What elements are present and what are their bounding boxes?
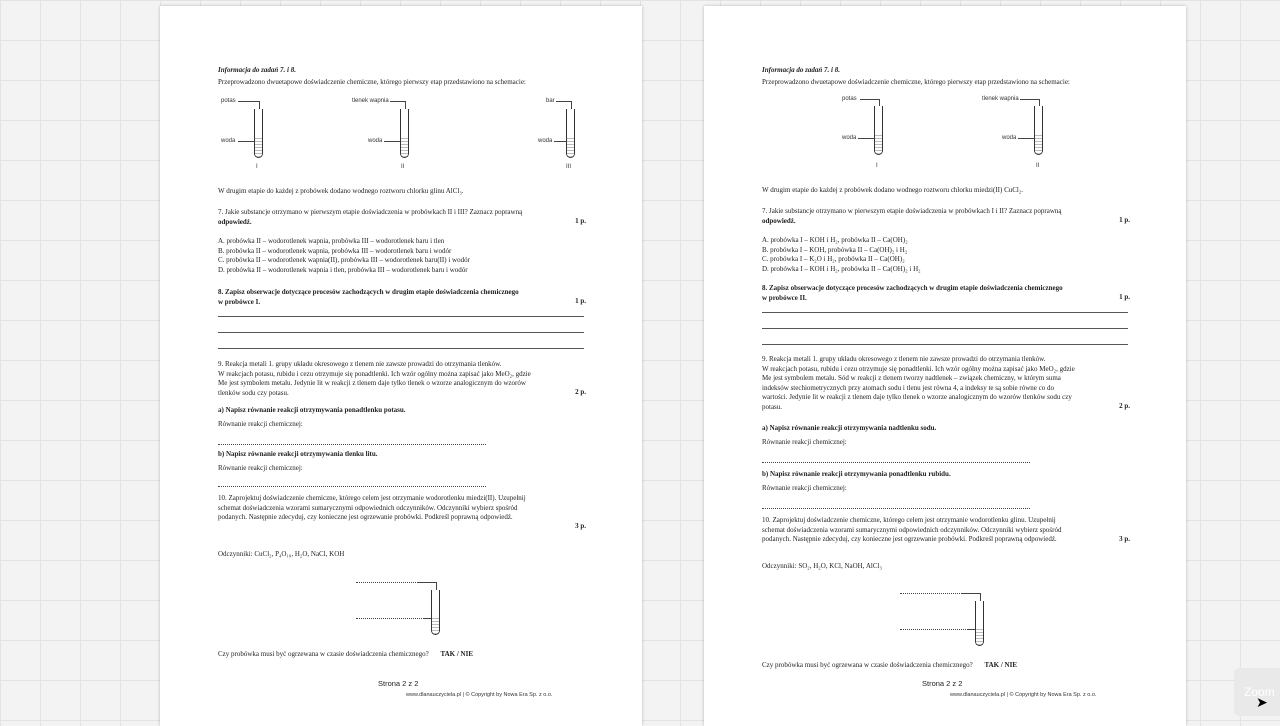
question-8 [762, 284, 1130, 303]
tube-label-bar: bar [546, 98, 555, 104]
question-7 [762, 207, 1130, 226]
answer-line [762, 344, 1128, 345]
tube-label-potas: potas [842, 96, 857, 102]
tube-number: III [566, 164, 572, 170]
answer-line [762, 328, 1128, 329]
q8-text2: w probówce II. [762, 293, 807, 302]
info-title: Informacja do zadań 7. i 8. [762, 66, 840, 74]
footer-copyright: www.dlanauczyciela.pl | © Copyright by Nowa Era Sp. z o.o. [406, 692, 553, 698]
tube-side-label: woda [538, 138, 553, 144]
q9a-label: Równanie reakcji chemicznej: [762, 438, 847, 446]
q7-option-a[interactable]: A. probówka I – KOH i H₂, probówka II – Ca(OH)₂ [762, 236, 908, 244]
q7-text2: odpowiedź. [218, 217, 252, 226]
tube-side-label: woda [368, 138, 383, 144]
question-7 [218, 208, 586, 227]
pointer-cursor-icon: ➤ [1256, 695, 1268, 711]
question-9: 9. Reakcja metali 1. grupy układu okresowego z tlenem nie zawsze prowadzi do otrzymania tlenków. W reakcjach potasu, rubidu i cezu otrzymuje się ponadtlenki. Ich wzór ogólny można zapisać jako MeO₂, gdzie Me jest symbolem metalu. Jedynie lit w reakcji z tlenem daje tylko tlenek o wzorze analogicznym do wzorów tlenków sodu czy potasu. 2 p. [218, 360, 586, 397]
stage2-text: W drugim etapie do każdej z probówek dodano wodnego roztworu chlorku glinu AlCl₃. [218, 187, 464, 195]
q7-points: 1 p. [1119, 216, 1130, 224]
q9a-text: a) Napisz równanie reakcji otrzymywania ponadtlenku potasu. [218, 406, 406, 414]
tube-number: II [1036, 163, 1040, 169]
test-tube-ii [400, 109, 409, 158]
tube-label-tlenek-wapnia: tlenek wapnia [352, 98, 389, 104]
tube-number: II [401, 164, 405, 170]
stage2-text: W drugim etapie do każdej z probówek dodano wodnego roztworu chlorku miedzi(II) CuCl₂. [762, 186, 1024, 194]
footer-page-number: Strona 2 z 2 [922, 679, 963, 688]
q7-text: 7. Jakie substancje otrzymano w pierwszym etapie doświadczenia w probówkach I i II? Zaznacz poprawną [762, 207, 1062, 215]
test-tube-i [254, 109, 263, 158]
q7-text: 7. Jakie substancje otrzymano w pierwszym etapie doświadczenia w probówkach II i III? Zaznacz poprawną [218, 208, 523, 216]
answer-line [218, 332, 584, 333]
q7-option-b[interactable]: B. probówka II – wodorotlenek wapnia, probówka III – wodorotlenek baru i wodór [218, 246, 452, 255]
reagents-list: Odczynniki: CuCl₂, P₄O₁₀, H₂O, NaCl, KOH [218, 550, 345, 558]
q10-points: 3 p. [575, 522, 586, 530]
q9b-answer-line[interactable] [762, 508, 1030, 509]
q10-points: 3 p. [1119, 535, 1130, 543]
q9b-text: b) Napisz równanie reakcji otrzymywania tlenku litu. [218, 450, 378, 458]
info-title: Informacja do zadań 7. i 8. [218, 66, 296, 74]
q7-option-a[interactable]: A. probówka II – wodorotlenek wapnia, probówka III – wodorotlenek baru i tlen [218, 237, 445, 245]
question-10: 10. Zaprojektuj doświadczenie chemiczne, którego celem jest otrzymanie wodorotlenku miedzi(II). Uzupełnij schemat doświadczenia wzorami sumarycznymi odpowiednich odczynników. Odczynniki wybierz spośród podanych. Następnie zdecyduj, czy konieczne jest ogrzewanie probówki. Podkreśl poprawną odpowiedź. 3 p. [218, 494, 586, 530]
q9b-answer-line[interactable] [218, 486, 486, 487]
q9b-label: Równanie reakcji chemicznej: [218, 464, 303, 472]
heat-answer[interactable]: TAK / NIE [440, 650, 473, 658]
q9a-answer-line[interactable] [762, 462, 1030, 463]
test-tube-ii [1034, 106, 1043, 155]
footer-copyright: www.dlanauczyciela.pl | © Copyright by Nowa Era Sp. z o.o. [950, 692, 1097, 698]
tube-label-potas: potas [221, 98, 236, 104]
footer-page-number: Strona 2 z 2 [378, 679, 419, 688]
reagents-list: Odczynniki: SO₂, H₂O, KCl, NaOH, AlCl₃ [762, 562, 882, 570]
q9b-label: Równanie reakcji chemicznej: [762, 484, 847, 492]
reagent-blank[interactable] [356, 618, 424, 619]
document-page-right [704, 6, 1186, 726]
reagent-blank[interactable] [900, 629, 968, 630]
tube-number: I [876, 163, 878, 169]
q7-options [762, 236, 921, 274]
tube-side-label: woda [221, 138, 236, 144]
zoom-watermark: Zoom [1234, 668, 1280, 716]
q8-text: 8. Zapisz obserwacje dotyczące procesów zachodzących w drugim etapie doświadczenia chemicznego [762, 284, 1063, 292]
q7-option-c[interactable]: C. probówka II – wodorotlenek wapnia(II), probówka III – wodorotlenek baru(II) i wodór [218, 256, 470, 264]
q9-points: 2 p. [1119, 402, 1130, 410]
q9a-answer-line[interactable] [218, 444, 486, 445]
answer-line [762, 312, 1128, 313]
tube-label-tlenek-wapnia: tlenek wapnia [982, 96, 1019, 102]
q7-points: 1 p. [575, 217, 586, 225]
heat-answer[interactable]: TAK / NIE [984, 661, 1017, 669]
question-10: 10. Zaprojektuj doświadczenie chemiczne, którego celem jest otrzymanie wodorotlenku glinu. Uzupełnij schemat doświadczenia wzorami sumarycznymi odpowiednich odczynników. Odczynniki wybierz spośród podanych. Następnie zdecyduj, czy konieczne jest ogrzewanie probówki. Podkreśl poprawną odpowiedź. 3 p. [762, 516, 1130, 543]
q8-points: 1 p. [1119, 293, 1130, 301]
q7-option-d[interactable]: D. probówka I – KOH i H₂, probówka II – Ca(OH)₂ i H₂ [762, 264, 921, 273]
test-tube [975, 601, 984, 646]
answer-line [218, 316, 584, 317]
document-page-left [160, 6, 642, 726]
q7-options [218, 237, 470, 275]
q9b-text: b) Napisz równanie reakcji otrzymywania ponadtlenku rubidu. [762, 470, 951, 478]
test-tube-iii [566, 109, 575, 158]
question-8 [218, 288, 586, 307]
tube-side-label: woda [1002, 135, 1017, 141]
intro-text: Przeprowadzono dwuetapowe doświadczenie chemiczne, którego pierwszy etap przedstawiono na schemacie: [762, 78, 1070, 86]
reagent-blank[interactable] [356, 582, 418, 583]
q8-points: 1 p. [575, 297, 586, 305]
q9a-label: Równanie reakcji chemicznej: [218, 420, 303, 428]
q7-option-d[interactable]: D. probówka II – wodorotlenek wapnia i tlen, probówka III – wodorotlenek baru i wodór [218, 265, 468, 274]
question-9: 9. Reakcja metali 1. grupy układu okresowego z tlenem nie zawsze prowadzi do otrzymania tlenków. W reakcjach potasu, rubidu i cezu otrzymuje się ponadtlenki. Ich wzór ogólny można zapisać jako MeO₂, gdzie Me jest symbolem metalu. Sód w reakcji z tlenem tworzy nadtlenek – związek chemiczny, w którym suma indeksów stechiometrycznych przy atomach sodu i tlenu jest równa 4, a indeksy te są sobie równe co do wartości. Jedynie lit w reakcji z tlenem daje tylko tlenek o wzorze analogicznym do wzorów tlenków sodu czy potasu. 2 p. [762, 355, 1130, 411]
tube-number: I [256, 164, 258, 170]
q9a-text: a) Napisz równanie reakcji otrzymywania nadtlenku sodu. [762, 424, 937, 432]
heat-question: Czy probówka musi być ogrzewana w czasie doświadczenia chemicznego? TAK / NIE [218, 650, 473, 658]
reagent-blank[interactable] [900, 593, 962, 594]
q7-option-c[interactable]: C. probówka I – K₂O i H₂, probówka II – Ca(OH)₂ [762, 255, 905, 263]
tube-side-label: woda [842, 135, 857, 141]
answer-line [218, 348, 584, 349]
q9-points: 2 p. [575, 388, 586, 396]
q7-option-b[interactable]: B. probówka I – KOH, probówka II – Ca(OH)₂ i H₂ [762, 245, 908, 254]
q7-text2: odpowiedź. [762, 216, 796, 225]
test-tube-i [874, 106, 883, 155]
q8-text2: w probówce I. [218, 297, 261, 306]
heat-question: Czy probówka musi być ogrzewana w czasie doświadczenia chemicznego? TAK / NIE [762, 661, 1017, 669]
q8-text: 8. Zapisz obserwacje dotyczące procesów zachodzących w drugim etapie doświadczenia chemicznego [218, 288, 519, 296]
intro-text: Przeprowadzono dwuetapowe doświadczenie chemiczne, którego pierwszy etap przedstawiono na schemacie: [218, 78, 526, 86]
test-tube [431, 590, 440, 635]
